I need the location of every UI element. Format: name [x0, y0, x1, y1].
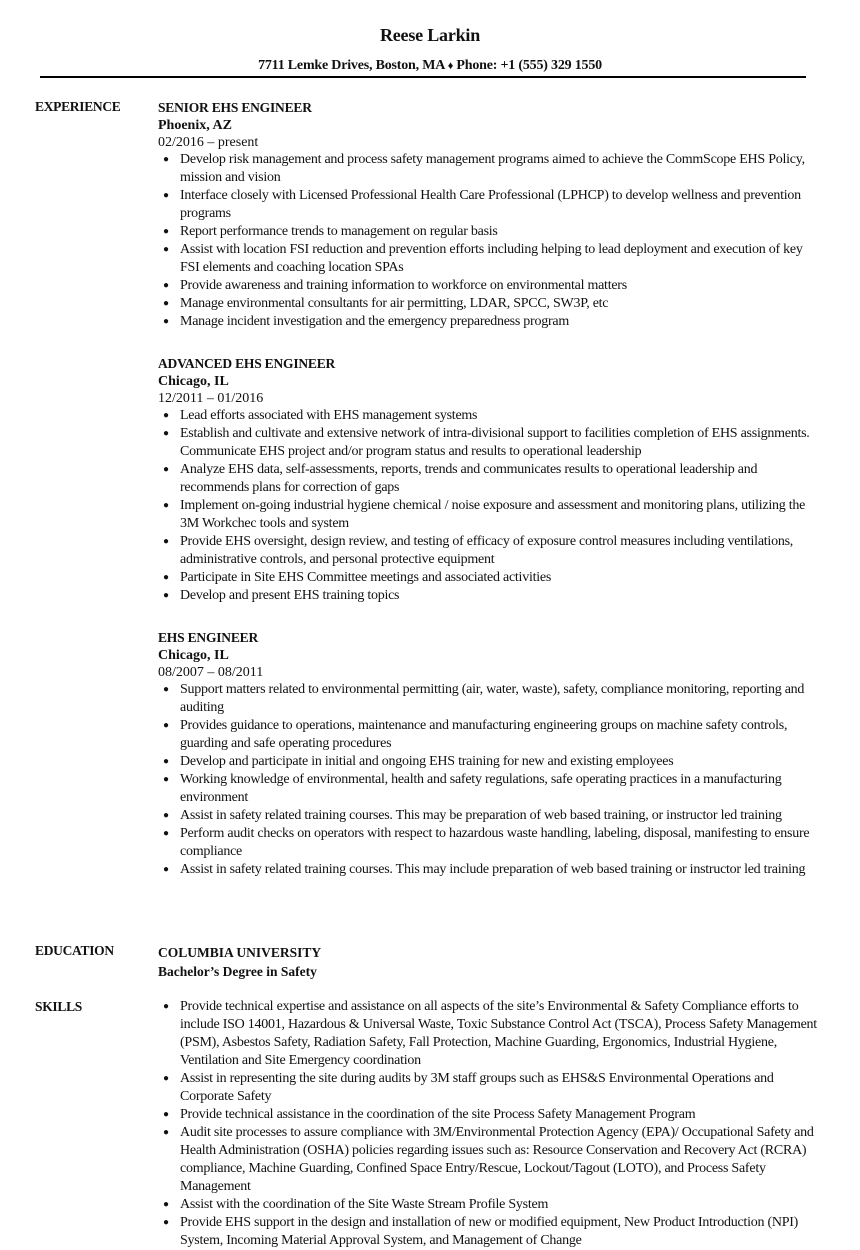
job-entry	[158, 355, 818, 605]
skills-bullets	[158, 998, 818, 1250]
bullet-item: ● Assist with location FSI reduction and prevention efforts including helping to lead deployment and execution of key FSI elements and coaching location SPAs	[163, 242, 803, 275]
bullet-icon: ●	[163, 572, 169, 583]
bullet-icon: ●	[163, 500, 169, 511]
bullet-icon: ●	[163, 1199, 169, 1210]
bullet-item: ● Provides guidance to operations, maintenance and manufacturing engineering groups on machine safety controls, guarding and safe operating procedures	[163, 718, 788, 751]
bullet-icon: ●	[163, 684, 169, 695]
contact-line	[0, 58, 860, 74]
bullet-icon: ●	[163, 1001, 169, 1012]
candidate-name: Reese Larkin	[379, 25, 481, 45]
bullet-icon: ●	[163, 774, 169, 785]
bullet-icon: ●	[163, 590, 169, 601]
bullet-item: ● Provide awareness and training information to workforce on environmental matters	[163, 278, 627, 293]
bullet-icon: ●	[163, 428, 169, 439]
bullet-icon: ●	[163, 244, 169, 255]
job-entry	[158, 99, 818, 331]
bullet-item: ● Manage incident investigation and the emergency preparedness program	[163, 314, 569, 329]
bullet-icon: ●	[163, 536, 169, 547]
bullet-item: ● Establish and cultivate and extensive network of intra-divisional support to facilities completion of EHS assignments. Communicate EHS project and/or program status and results to operational leadership	[163, 426, 810, 459]
address: 7711 Lemke Drives, Boston, MA	[258, 58, 445, 73]
bullet-item: ● Assist with the coordination of the Site Waste Stream Profile System	[163, 1197, 549, 1212]
job-title: SENIOR EHS ENGINEER	[158, 100, 312, 115]
bullet-icon: ●	[163, 864, 169, 875]
bullet-item: ● Report performance trends to management on regular basis	[163, 224, 498, 239]
header-divider	[40, 76, 806, 78]
bullet-item: ● Develop and present EHS training topics	[163, 588, 400, 603]
job-entry	[158, 629, 818, 879]
bullet-item: ● Assist in safety related training courses. This may be preparation of web based training, or instructor led training	[163, 808, 782, 823]
phone: Phone: +1 (555) 329 1550	[456, 58, 602, 73]
bullet-item: ● Audit site processes to assure compliance with 3M/Environmental Protection Agency (EPA)/ Occupational Safety and Health Administration (OSHA) policies regarding issues such as: Resource Conservation and Recovery Act (RCRA) compliance, Machine Guarding, Confined Space Entry/Rescue, Lockout/Tagout (LOTO), and Process Safety Management	[163, 1125, 814, 1194]
bullet-icon: ●	[163, 298, 169, 309]
job-title: EHS ENGINEER	[158, 630, 259, 645]
bullet-icon: ●	[163, 280, 169, 291]
bullet-item: ● Provide technical expertise and assistance on all aspects of the site’s Environmental & Safety Compliance efforts to include ISO 14001, Hazardous & Universal Waste, Toxic Substance Control Act (TSCA), Process Safety Management (PSM), Asbestos Safety, Radiation Safety, Fall Protection, Machine Guarding, Ergonomics, Industrial Hygiene, Ventilation and Site Emergency coordination	[163, 999, 817, 1068]
section-label-skills: SKILLS	[35, 999, 82, 1014]
bullet-icon: ●	[163, 226, 169, 237]
job-dates: 02/2016 – present	[158, 135, 259, 150]
bullet-item: ● Provide EHS oversight, design review, and testing of efficacy of exposure control measures including ventilations, administrative controls, and personal protective equipment	[163, 534, 794, 567]
bullet-item: ● Provide EHS support in the design and installation of new or modified equipment, New Product Introduction (NPI) System, Incoming Material Approval System, and Management of Change	[163, 1215, 799, 1248]
bullet-item: ● Manage environmental consultants for air permitting, LDAR, SPCC, SW3P, etc	[163, 296, 609, 311]
bullet-icon: ●	[163, 1073, 169, 1084]
job-bullets	[158, 151, 818, 331]
job-dates: 08/2007 – 08/2011	[158, 665, 264, 680]
bullet-icon: ●	[163, 1127, 169, 1138]
bullet-item: ● Develop and participate in initial and ongoing EHS training for new and existing employees	[163, 754, 674, 769]
bullet-item: ● Working knowledge of environmental, health and safety regulations, safe operating practices in a manufacturing environment	[163, 772, 782, 805]
job-location: Phoenix, AZ	[158, 118, 232, 133]
bullet-item: ● Analyze EHS data, self-assessments, reports, trends and communicates results to operational leadership and recommends plans for correction of gaps	[163, 462, 758, 495]
bullet-icon: ●	[163, 828, 169, 839]
bullet-item: ● Perform audit checks on operators with respect to hazardous waste handling, labeling, disposal, manifesting to ensure compliance	[163, 826, 810, 859]
section-label-experience: EXPERIENCE	[35, 99, 121, 114]
bullet-item: ● Assist in representing the site during audits by 3M staff groups such as EHS&S Environmental Operations and Corporate Safety	[163, 1071, 774, 1104]
bullet-icon: ●	[163, 1109, 169, 1120]
diamond-separator-icon: ♦	[447, 60, 454, 72]
bullet-icon: ●	[163, 190, 169, 201]
job-title: ADVANCED EHS ENGINEER	[158, 356, 336, 371]
bullet-icon: ●	[163, 1217, 169, 1228]
school-name: COLUMBIA UNIVERSITY	[158, 945, 322, 960]
job-bullets	[158, 681, 818, 879]
bullet-item: ● Interface closely with Licensed Professional Health Care Professional (LPHCP) to develop wellness and prevention programs	[163, 188, 801, 221]
bullet-item: ● Implement on-going industrial hygiene chemical / noise exposure and assessment and monitoring plans, utilizing the 3M Workchec tools and system	[163, 498, 806, 531]
job-location: Chicago, IL	[158, 648, 229, 663]
bullet-item: ● Participate in Site EHS Committee meetings and associated activities	[163, 570, 552, 585]
job-bullets	[158, 407, 818, 605]
bullet-item: ● Assist in safety related training courses. This may include preparation of web based training or instructor led training	[163, 862, 806, 877]
bullet-icon: ●	[163, 316, 169, 327]
bullet-item: ● Support matters related to environmental permitting (air, water, waste), safety, compliance monitoring, reporting and auditing	[163, 682, 805, 715]
degree: Bachelor’s Degree in Safety	[158, 964, 317, 979]
bullet-item: ● Lead efforts associated with EHS management systems	[163, 408, 478, 423]
bullet-icon: ●	[163, 410, 169, 421]
skills-entry	[158, 998, 818, 1250]
section-label-education: EDUCATION	[35, 943, 114, 958]
bullet-item: ● Develop risk management and process safety management programs aimed to achieve the CommScope EHS Policy, mission and vision	[163, 152, 805, 185]
job-dates: 12/2011 – 01/2016	[158, 391, 264, 406]
bullet-icon: ●	[163, 464, 169, 475]
bullet-item: ● Provide technical assistance in the coordination of the site Process Safety Management Program	[163, 1107, 696, 1122]
bullet-icon: ●	[163, 154, 169, 165]
education-entry	[158, 943, 818, 981]
bullet-icon: ●	[163, 720, 169, 731]
bullet-icon: ●	[163, 756, 169, 767]
bullet-icon: ●	[163, 810, 169, 821]
job-location: Chicago, IL	[158, 374, 229, 389]
